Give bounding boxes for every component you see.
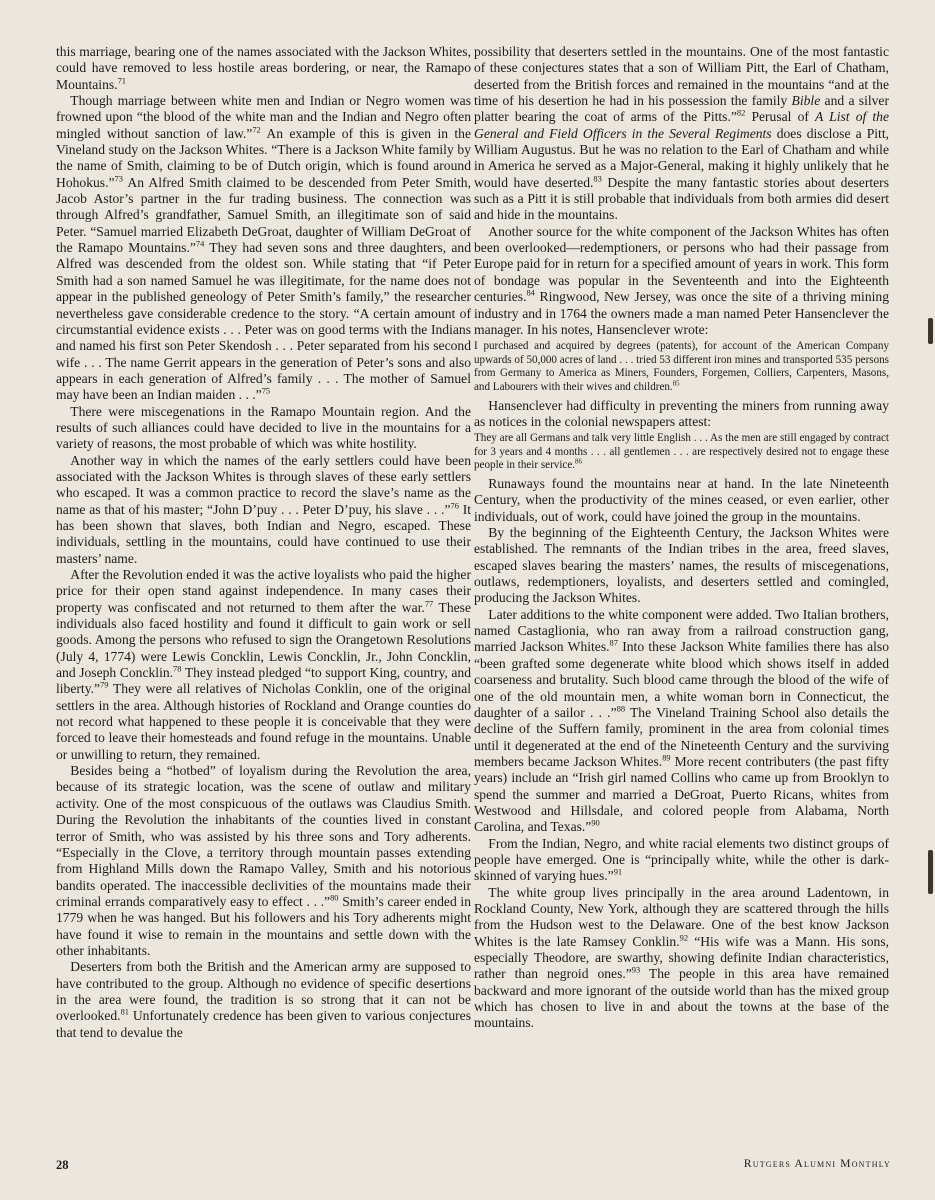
footnote-ref: 86: [575, 458, 582, 466]
right-column: [474, 44, 889, 1032]
footnote-ref: 85: [672, 380, 680, 388]
running-title: Rutgers Alumni Monthly: [743, 1158, 891, 1170]
footnote-ref: 81: [120, 1006, 129, 1017]
footnote-ref: 80: [330, 892, 339, 903]
footnote-ref: 83: [593, 173, 602, 184]
footnote-ref: 88: [616, 703, 626, 714]
paragraph: Another source for the white component of the Jackson Whites has often been overlooked—redemptioners, or persons who had their passage from Europe paid for in return for a specified amount of years in work. This form of bondage was popular in the Seventeenth and into the Eighteenth centuries.$^{84}$ Ringwood, New Jersey, was once the site of a thriving mining industry and in 1764 the owners made a man named Peter Hansenclever the manager. In his notes, Hansenclever wrote:: [474, 223, 889, 337]
footnote-ref: 87: [609, 637, 618, 648]
paragraph: Later additions to the white component were added. Two Italian brothers, named Castaglionia, who ran away from a railroad construction gang, married Jackson Whites.$^{87}$ Into these Jackson White families there has also “been grafted some degenerate white blood which shows itself in added coarseness and brutality. Such blood came through the blood of the wife of one of the old mountain men, a white woman born in Connecticut, the daughter of a sailor . . .”$^{88}$ The Vineland Training School also details the decline of the Suffern family, prominent in the area from colonial times until it degenerated at the end of the Nineteenth Century and the surviving members became Jackson Whites.$^{89}$ More recent contributers (the past fifty years) include an “Irish girl named Collins who came up from Brooklyn to spend the summer and married a DeGroat, Puerto Ricans, whites from Westwood and Hillsdale, and colored people from Alabama, North Carolina, and Texas.”$^{90}$: [474, 606, 889, 835]
footnote-ref: 89: [662, 752, 671, 763]
binding-mark: [928, 850, 933, 894]
binding-mark: [928, 318, 933, 344]
block-quote: I purchased and acquired by degrees (patents), for account of the American Company upwards of 50,000 acres of land . . . tried 53 different iron mines and transported 535 persons from Germany to America as Miners, Founders, Forgemen, Colliers, Carpenters, Masons, and Labourers with their wives and children.$^{85}$: [474, 340, 889, 393]
left-column: [56, 44, 471, 1041]
paragraph: By the beginning of the Eighteenth Century, the Jackson Whites were established. The remnants of the Indian tribes in the area, freed slaves, escaped slaves bearing the masters’ names, the results of miscegenations, outlaws, redemptioners, loyalists, and deserters settled and comingled, producing the Jackson Whites.: [474, 525, 889, 606]
paragraph: Deserters from both the British and the American army are supposed to have contributed to the group. Although no evidence of specific desertions in the area were found, the tradition is so strong that it can not be overlooked.$^{81}$ Unfortunately credence has been given to various conjectures that tend to devalue the: [56, 959, 471, 1040]
paragraph: Hansenclever had difficulty in preventing the miners from running away as notices in the colonial newspapers attest:: [474, 397, 889, 429]
footnote-ref: 74: [195, 238, 205, 249]
paragraph: After the Revolution ended it was the active loyalists who paid the higher price for their open stand against independence. In many cases their property was confiscated and not returned to them after the war.$^{77}$ These individuals also faced hostility and found it difficult to gain work or sell goods. Among the persons who refused to sign the Orangetown Resolutions (July 4, 1774) were Lewis Concklin, Lewis Concklin, Jr., John Concklin, and Joseph Concklin.$^{78}$ They instead pledged “to support King, country, and liberty.”$^{79}$ They were all relatives of Nicholas Conklin, one of the original settlers in the area. Although histories of Rockland and Orange counties do not record what happened to these people it is conceivable that they were forced to leave their homesteads and found refuge in the mountains. Unable or unwilling to return, they remained.: [56, 567, 472, 762]
footnote-ref: 73: [114, 173, 123, 184]
italic-title: Bible: [791, 93, 821, 109]
footnote-ref: 77: [424, 598, 434, 609]
footnote-ref: 78: [173, 663, 182, 674]
block-quote: They are all Germans and talk very little English . . . As the men are still engaged by contract for 3 years and 4 months . . . all gentlemen . . . are respectively desired not to engage these people in their service.$^{86}$: [474, 432, 889, 472]
footnote-ref: 82: [736, 107, 746, 118]
footnote-ref: 75: [261, 385, 271, 396]
paragraph: Besides being a “hotbed” of loyalism during the Revolution the area, because of its strategic location, was the scene of outlaw and military activity. One of the most conspicuous of the outlaws was Claudius Smith. During the Revolution the inhabitants of the counties lived in constant terror of Smith, who was assisted by his three sons and Tory adherents. “Especially in the Clove, a territory through mountain passes extending from Highland Mills down the Ramapo Valley, Smith and his notorious bandits operated. The inaccessible declivities of the mountains made their criminal errands comparatively easy to effect . . .”$^{80}$ Smith’s career ended in 1779 when he was hanged. But his followers and his Tory adherents might have found it wise to remain in the mountains and settle down with the other inhabitants.: [56, 763, 471, 958]
italic-title: A List of the General and Field Officers in the Several Regiments: [474, 109, 889, 141]
paragraph: The white group lives principally in the area around Ladentown, in Rockland County, New York, although they are scattered through the hills from the Hudson west to the Delaware. One of the best know Jackson Whites is the late Ramsey Conklin.$^{92}$ “His wife was a Mann. His sons, especially Theodore, are swarthy, showing definite Indian characteristics, rather than negroid ones.”$^{93}$ The people in this area have remained backward and more ignorant of the outside world than has the mixed group which has chosen to live in and about the towns at the base of the mountains.: [474, 884, 890, 1031]
paragraph: this marriage, bearing one of the names associated with the Jackson Whites, could have removed to less hostile areas bordering, or near, the Ramapo Mountains.$^{71}$: [56, 44, 471, 92]
paragraph: From the Indian, Negro, and white racial elements two distinct groups of people have emerged. One is “principally white, while the other is dark-skinned of varying hues.”$^{91}$: [474, 835, 889, 884]
footnote-ref: 91: [613, 866, 623, 877]
footnote-ref: 90: [591, 817, 600, 828]
footnote-ref: 71: [117, 75, 126, 86]
footnote-ref: 93: [631, 964, 641, 975]
footnote-ref: 76: [450, 500, 459, 511]
paragraph: Another way in which the names of the early settlers could have been associated with the Jackson Whites is through slaves of these early settlers who escaped. It was a common practice to record the slave’s name as the name as that of his master; “John D’puy . . . Peter D’puy, his slave . . .”$^{76}$ It has been shown that slaves, both Indian and Negro, escaped. These individuals, settling in the mountains, could have continued to use their masters’ name.: [56, 452, 471, 566]
footnote-ref: 84: [526, 287, 535, 298]
paragraph: Runaways found the mountains near at hand. In the late Nineteenth Century, when the productivity of the mines ceased, or even earlier, other individuals, out of work, could have joined the group in the mountains.: [474, 476, 889, 524]
footnote-ref: 79: [100, 679, 109, 690]
paragraph: Though marriage between white men and Indian or Negro women was frowned upon “the blood of the white man and the Indian and Negro often mingled without sanction of law.”$^{72}$ An example of this is given in the Vineland study on the Jackson Whites. “There is a Jackson White family by the name of Smith, claiming to be of Dutch origin, which is found around Hohokus.”$^{73}$ An Alfred Smith claimed to be descended from Peter Smith, Jacob Astor’s partner in the fur trading business. The connection was through Alfred’s grandfather, Samuel Smith, an illegitimate son of said Peter. “Samuel married Elizabeth DeGroat, daughter of William DeGroat of the Ramapo Mountains.”$^{74}$ They had seven sons and three daughters, and Alfred was descended from the oldest son. While stating that “if Peter Smith had a son named Samuel he was illegitimate, for the name does not appear in the published geneology of Peter Smith’s family,” the researcher nevertheless gave considerable credence to the story. “A certain amount of circumstantial evidence exists . . . Peter was on good terms with the Indians and named his first son Peter Skendosh . . . Peter separated from his second wife . . . The name Gerrit appears in the generation of Peter’s sons and also appears in each generation of Alfred’s family . . . The mother of Samuel may have been an Indian maiden . . .”$^{75}$: [56, 93, 471, 403]
footnote-ref: 92: [679, 932, 689, 943]
paragraph: possibility that deserters settled in the mountains. One of the most fantastic of these conjectures states that a son of William Pitt, the Earl of Chatham, deserted from the British forces and remained in the mountains “and at the time of his desertion he had in his possession the family Bible and a silver platter bearing the coat of arms of the Pitts.”$^{82}$ Perusal of A List of the General and Field Officers in the Several Regiments does disclose a Pitt, William Augustus. But he was no relation to the Earl of Chatham and while in America he served as a Major-General, making it highly unlikely that he would have deserted.$^{83}$ Despite the many fantastic stories about deserters such as a Pitt it is still probable that individuals from both armies did desert and hide in the mountains.: [474, 44, 889, 223]
footnote-ref: 72: [252, 124, 261, 135]
paragraph: There were miscegenations in the Ramapo Mountain region. And the results of such alliances could have decided to live in the mountains for a variety of reasons, the most probable of which was white hostility.: [56, 403, 471, 452]
page-number: 28: [56, 1158, 69, 1172]
